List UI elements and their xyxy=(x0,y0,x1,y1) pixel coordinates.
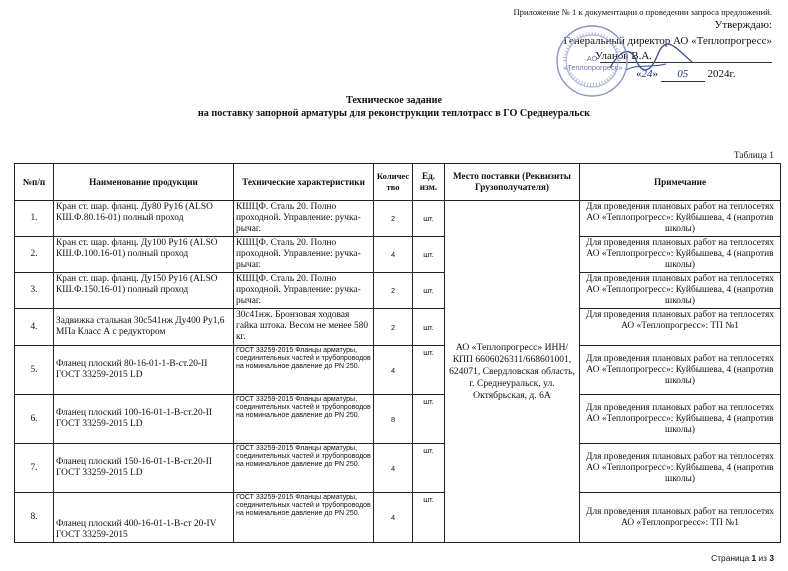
row-name: Кран ст. шар. фланц. Ду100 Ру16 (ALSO КШ.Ф.100.16-01) полный проход xyxy=(54,237,234,273)
row-num: 7. xyxy=(15,444,54,493)
page-counter xyxy=(680,553,774,563)
row-num: 3. xyxy=(15,273,54,309)
row-qty: 2 xyxy=(374,309,413,346)
row-unit: шт. xyxy=(413,237,445,273)
approval-date: «24» 05 2024г. xyxy=(636,68,736,80)
table-row xyxy=(15,273,781,309)
stamp-text: АО «Теплопрогресс» xyxy=(563,54,623,72)
row-unit: шт. xyxy=(413,201,445,237)
page-number: 1 xyxy=(751,553,757,563)
row-name: Фланец плоский 100-16-01-1-В-ст.20-II ГОСТ 33259-2015 LD xyxy=(54,395,234,444)
row-qty: 8 xyxy=(374,395,413,444)
row-specs: ГОСТ 33259-2015 Фланцы арматуры, соединительных частей и трубопроводов на номинальное давление до PN 250. xyxy=(234,346,374,395)
row-num: 8. xyxy=(15,493,54,543)
row-specs: КШЦФ. Сталь 20. Полно проходной. Управление: ручка-рычаг. xyxy=(234,237,374,273)
row-note: Для проведения плановых работ на теплосетях АО «Теплопрогресс»: ТП №1 xyxy=(580,493,781,543)
table-header-row xyxy=(15,164,781,201)
row-name: Фланец плоский 400-16-01-1-В-ст 20-IV ГОСТ 33259-2015 xyxy=(54,493,234,543)
row-unit: шт. xyxy=(413,346,445,395)
director-title: Генеральный директор АО «Теплопрогресс» xyxy=(563,35,772,47)
table-row xyxy=(15,309,781,346)
row-qty: 4 xyxy=(374,346,413,395)
row-note: Для проведения плановых работ на теплосетях АО «Теплопрогресс»: Куйбышева, 4 (напротив школы) xyxy=(580,444,781,493)
row-specs: ГОСТ 33259-2015 Фланцы арматуры, соединительных частей и трубопроводов на номинальное давление до PN 250. xyxy=(234,444,374,493)
row-unit: шт. xyxy=(413,493,445,543)
row-note: Для проведения плановых работ на теплосетях АО «Теплопрогресс»: ТП №1 xyxy=(580,309,781,346)
appendix-note: Приложение № 1 к документации о проведении запроса предложений. xyxy=(513,7,772,17)
row-name: Кран ст. шар. фланц. Ду80 Ру16 (ALSO КШ.Ф.80.16-01) полный проход xyxy=(54,201,234,237)
row-qty: 2 xyxy=(374,273,413,309)
director-name: Уланов В.А. xyxy=(595,50,653,62)
col-header-note: Примечание xyxy=(580,164,781,201)
row-qty: 2 xyxy=(374,201,413,237)
row-specs: КШЦФ. Сталь 20. Полно проходной. Управление: ручка-рычаг. xyxy=(234,273,374,309)
date-month: 05 xyxy=(661,68,705,82)
row-name: Фланец плоский 150-16-01-1-В-ст.20-II ГОСТ 33259-2015 LD xyxy=(54,444,234,493)
page-word: Страница xyxy=(711,553,750,563)
row-num: 5. xyxy=(15,346,54,395)
row-name: Кран ст. шар. фланц. Ду150 Ру16 (ALSO КШ.Ф.150.16-01) полный проход xyxy=(54,273,234,309)
table-row xyxy=(15,237,781,273)
col-header-specs: Технические характеристики xyxy=(234,164,374,201)
company-stamp xyxy=(553,24,631,98)
approve-label: Утверждаю: xyxy=(714,19,772,31)
table-label: Таблица 1 xyxy=(733,151,774,161)
document-subtitle: на поставку запорной арматуры для реконструкции теплотрасс в ГО Среднеуральск xyxy=(197,108,591,119)
date-year: 2024г. xyxy=(707,68,736,80)
row-unit: шт. xyxy=(413,444,445,493)
row-note: Для проведения плановых работ на теплосетях АО «Теплопрогресс»: Куйбышева, 4 (напротив школы) xyxy=(580,237,781,273)
row-unit: шт. xyxy=(413,309,445,346)
row-specs: 30с41нж. Бронзовая ходовая гайка штока. Весом не менее 580 кг. xyxy=(234,309,374,346)
row-num: 6. xyxy=(15,395,54,444)
row-note: Для проведения плановых работ на теплосетях АО «Теплопрогресс»: Куйбышева, 4 (напротив школы) xyxy=(580,273,781,309)
row-name: Фланец плоский 80-16-01-1-В-ст.20-II ГОСТ 33259-2015 LD xyxy=(54,346,234,395)
row-note: Для проведения плановых работ на теплосетях АО «Теплопрогресс»: Куйбышева, 4 (напротив школы) xyxy=(580,346,781,395)
row-qty: 4 xyxy=(374,493,413,543)
row-note: Для проведения плановых работ на теплосетях АО «Теплопрогресс»: Куйбышева, 4 (напротив школы) xyxy=(580,395,781,444)
table-row xyxy=(15,493,781,543)
page-total: 3 xyxy=(769,553,774,563)
row-qty: 4 xyxy=(374,444,413,493)
table-row xyxy=(15,444,781,493)
col-header-place: Место поставки (Реквизиты Грузополучателя) xyxy=(445,164,580,201)
row-unit: шт. xyxy=(413,395,445,444)
col-header-unit: Ед. изм. xyxy=(413,164,445,201)
col-header-num: №п/п xyxy=(15,164,54,201)
row-num: 1. xyxy=(15,201,54,237)
col-header-name: Наименование продукции xyxy=(54,164,234,201)
table-row xyxy=(15,201,781,237)
row-note: Для проведения плановых работ на теплосетях АО «Теплопрогресс»: Куйбышева, 4 (напротив школы) xyxy=(580,201,781,237)
row-specs: ГОСТ 33259-2015 Фланцы арматуры, соединительных частей и трубопроводов на номинальное давление до PN 250. xyxy=(234,395,374,444)
spec-table xyxy=(14,163,781,543)
row-num: 2. xyxy=(15,237,54,273)
table-row xyxy=(15,395,781,444)
row-qty: 4 xyxy=(374,237,413,273)
row-specs: КШЦФ. Сталь 20. Полно проходной. Управление: ручка-рычаг. xyxy=(234,201,374,237)
col-header-qty: Количество xyxy=(374,164,413,201)
of-word: из xyxy=(758,553,767,563)
row-unit: шт. xyxy=(413,273,445,309)
document-title: Техническое задание xyxy=(345,95,443,106)
row-name: Задвижка стальная 30с541нж Ду400 Ру1,6 МПа Класс А с редуктором xyxy=(54,309,234,346)
row-specs: ГОСТ 33259-2015 Фланцы арматуры, соединительных частей и трубопроводов на номинальное давление до PN 250. xyxy=(234,493,374,543)
delivery-place: АО «Теплопрогресс» ИНН/КПП 6606026311/668601001, 624071, Свердловская область, г. Среднеуральск, ул. Октябрьская, д. 6А xyxy=(445,201,580,543)
table-row xyxy=(15,346,781,395)
date-day: 24 xyxy=(641,68,653,80)
row-num: 4. xyxy=(15,309,54,346)
